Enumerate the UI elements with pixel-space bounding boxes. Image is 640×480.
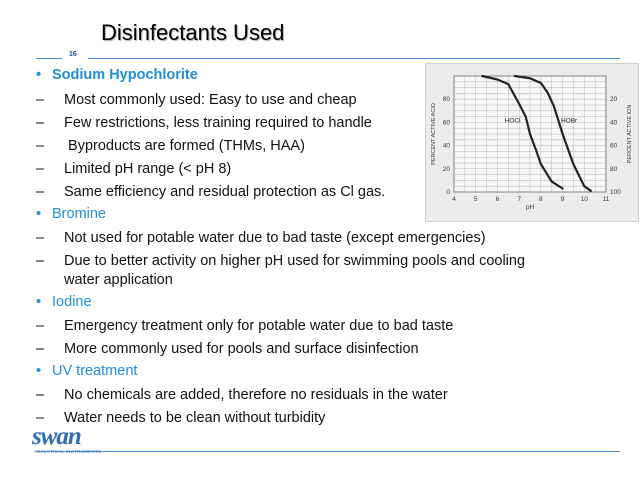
bullet-uv-treatment bbox=[36, 363, 137, 379]
bullet-label: Iodine bbox=[52, 294, 92, 310]
x-tick-label: 6 bbox=[495, 196, 500, 203]
sub-bullet bbox=[36, 317, 453, 336]
sub-bullet-text: Byproducts are formed (THMs, HAA) bbox=[64, 138, 305, 154]
sub-bullet bbox=[36, 91, 357, 110]
y-tick-label: 20 bbox=[442, 165, 450, 173]
sub-bullet-text: Same efficiency and residual protection as Cl gas. bbox=[64, 184, 386, 200]
x-axis-label: pH bbox=[525, 204, 535, 211]
sub-bullet-text: Due to better activity on higher pH used for swimming pools and cooling bbox=[64, 253, 526, 269]
x-tick-label: 7 bbox=[517, 196, 521, 203]
y2-axis-label: PERCENT ACTIVE ION bbox=[627, 104, 633, 164]
sub-bullet-dash: – bbox=[36, 253, 45, 269]
x-tick-label: 5 bbox=[473, 196, 478, 203]
x-tick-label: 11 bbox=[602, 196, 610, 203]
sub-bullet-dash: – bbox=[36, 115, 45, 131]
sub-bullet bbox=[36, 271, 173, 290]
sub-bullet-dash: – bbox=[36, 410, 45, 426]
sub-bullet bbox=[36, 229, 486, 248]
chart-svg bbox=[426, 64, 638, 221]
x-tick-label: 9 bbox=[560, 196, 565, 203]
slide-title: Disinfectants Used bbox=[101, 20, 285, 45]
bullet-label: Bromine bbox=[52, 206, 106, 222]
sub-bullet-dash: – bbox=[36, 318, 45, 334]
sub-bullet-dash: – bbox=[36, 230, 45, 246]
sub-bullet-dash: – bbox=[36, 138, 45, 154]
sub-bullet-dash: – bbox=[36, 92, 45, 108]
sub-bullet bbox=[36, 160, 231, 179]
sub-bullet-text: water application bbox=[64, 272, 173, 288]
sub-bullet-text: Most commonly used: Easy to use and cheap bbox=[64, 92, 357, 108]
sub-bullet-text: Limited pH range (< pH 8) bbox=[64, 161, 232, 177]
sub-bullet bbox=[36, 137, 305, 156]
y-tick-label: 60 bbox=[442, 119, 450, 127]
hypochlorous-chart bbox=[425, 63, 639, 222]
x-tick-label: 10 bbox=[580, 196, 588, 203]
sub-bullet-dash: – bbox=[36, 184, 45, 200]
header-rule-left bbox=[36, 58, 62, 59]
bullet-sodium-hypochlorite bbox=[36, 67, 198, 83]
y-tick-label: 80 bbox=[442, 96, 450, 104]
series-label-hocl: HOCl bbox=[504, 117, 521, 125]
x-tick-label: 8 bbox=[539, 196, 543, 203]
page-number: 16 bbox=[69, 51, 77, 58]
sub-bullet-dash: – bbox=[36, 161, 45, 177]
y2-tick-label: 80 bbox=[610, 165, 618, 173]
y-axis-label: PERCENT ACTIVE ACID bbox=[431, 103, 437, 165]
x-tick-label: 4 bbox=[452, 196, 456, 203]
y2-tick-label: 40 bbox=[610, 119, 618, 127]
bullet-label: UV treatment bbox=[52, 363, 138, 379]
logo-wordmark: swan bbox=[32, 423, 81, 450]
y2-tick-label: 100 bbox=[610, 189, 621, 196]
bullet-bromine bbox=[36, 206, 106, 222]
sub-bullet bbox=[36, 114, 372, 133]
bullet-dot: • bbox=[36, 363, 42, 379]
bullet-dot: • bbox=[36, 67, 42, 83]
y2-tick-label: 20 bbox=[610, 96, 618, 104]
bullet-dot: • bbox=[36, 294, 42, 310]
series-label-hobr: HOBr bbox=[560, 117, 578, 125]
header-rule-right bbox=[88, 58, 620, 59]
sub-bullet-text: Emergency treatment only for potable water due to bad taste bbox=[64, 318, 454, 334]
sub-bullet-text: Few restrictions, less training required to handle bbox=[64, 115, 372, 131]
sub-bullet bbox=[36, 340, 419, 359]
swan-logo bbox=[32, 425, 101, 454]
bullet-iodine bbox=[36, 294, 92, 310]
sub-bullet-text: Water needs to be clean without turbidity bbox=[64, 410, 326, 426]
sub-bullet bbox=[36, 252, 525, 271]
footer-rule bbox=[36, 451, 620, 452]
sub-bullet-dash: – bbox=[36, 341, 45, 357]
sub-bullet-dash: – bbox=[36, 387, 45, 403]
bullet-dot: • bbox=[36, 206, 42, 222]
sub-bullet-text: No chemicals are added, therefore no residuals in the water bbox=[64, 387, 448, 403]
bullet-label: Sodium Hypochlorite bbox=[52, 67, 198, 83]
y-tick-label: 0 bbox=[446, 189, 450, 196]
sub-bullet bbox=[36, 386, 448, 405]
sub-bullet bbox=[36, 183, 385, 202]
y-tick-label: 40 bbox=[442, 142, 450, 150]
sub-bullet-text: More commonly used for pools and surface disinfection bbox=[64, 341, 419, 357]
sub-bullet-text: Not used for potable water due to bad taste (except emergencies) bbox=[64, 230, 486, 246]
y2-tick-label: 60 bbox=[610, 142, 618, 150]
logo-subtitle: ANALYTICAL INSTRUMENTS bbox=[34, 449, 102, 454]
